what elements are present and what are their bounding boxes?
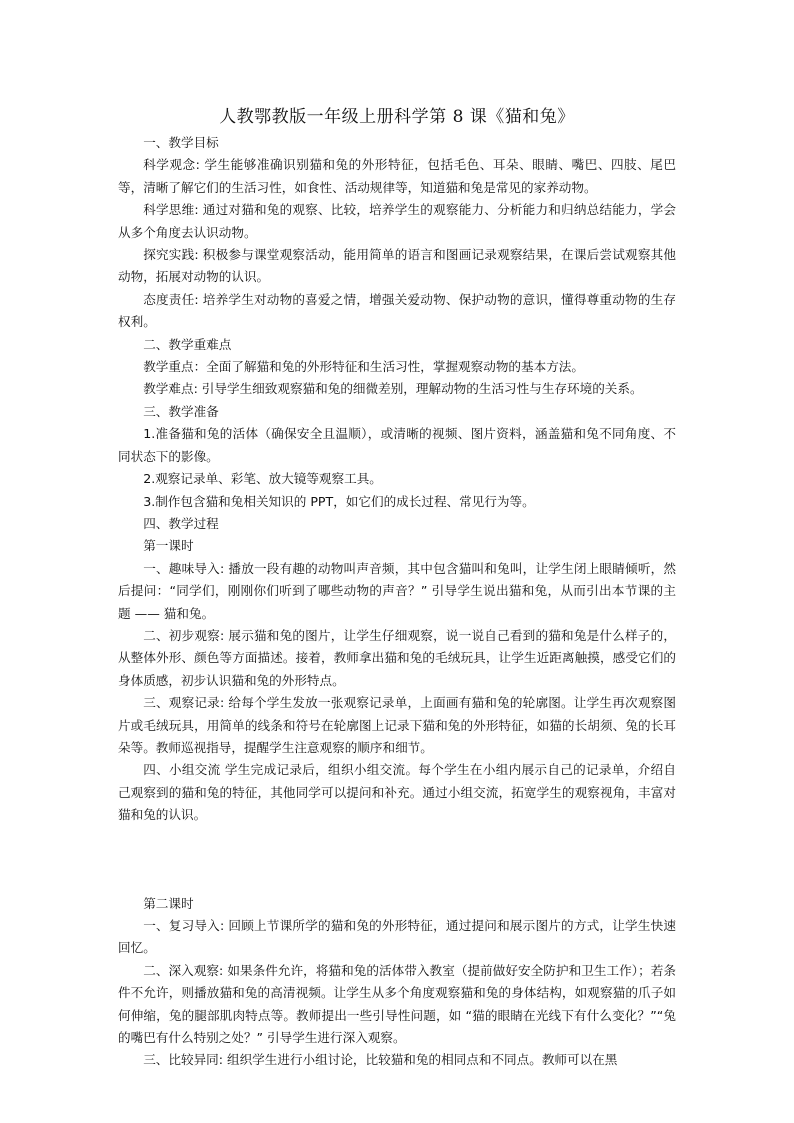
paragraph-attitude-responsibility: 态度责任: 培养学生对动物的喜爱之情，增强关爱动物、保护动物的意识，懂得尊重动物的生存权利。 [118, 291, 676, 330]
paragraph-lesson2-review: 一、复习导入: 回顾上节课所学的猫和兔的外形特征，通过提问和展示图片的方式，让学生快速回忆。 [118, 918, 676, 956]
paragraph-lesson2-compare: 三、比较异同: 组织学生进行小组讨论，比较猫和兔的相同点和不同点。教师可以在黑 [143, 1052, 618, 1068]
heading-teaching-preparation: 三、教学准备 [143, 403, 219, 419]
section-gap [118, 827, 676, 893]
paragraph-prep-item-2: 2.观察记录单、彩笔、放大镜等观察工具。 [143, 471, 382, 487]
heading-lesson-2: 第二课时 [143, 895, 194, 911]
heading-lesson-1: 第一课时 [143, 538, 194, 554]
paragraph-prep-item-1: 1.准备猫和兔的活体（确保安全且温顺），或清晰的视频、图片资料，涵盖猫和兔不同角度、不同状态下的影像。 [118, 426, 676, 464]
document-title: 人教鄂教版一年级上册科学第 8 课《猫和兔》 [219, 107, 575, 127]
document-page [118, 104, 676, 1072]
paragraph-prep-item-3: 3.制作包含猫和兔相关知识的 PPT，如它们的成长过程、常见行为等。 [143, 493, 535, 509]
heading-teaching-process: 四、教学过程 [143, 515, 219, 531]
paragraph-difficult-points: 教学难点: 引导学生细致观察猫和兔的细微差别，理解动物的生活习性与生存环境的关系。 [143, 381, 643, 397]
heading-teaching-objectives: 一、教学目标 [143, 135, 219, 150]
section-part2 [118, 893, 676, 1072]
paragraph-lesson1-observe: 二、初步观察: 展示猫和兔的图片，让学生仔细观察，说一说自己看到的猫和兔是什么样子的，从整体外形、颜色等方面描述。接着，教师拿出猫和兔的毛绒玩具，让学生近距离触摸，感受它们的身体质感，初步认识猫和兔的外形特点。 [118, 627, 676, 688]
paragraph-science-concept: 科学观念: 学生能够准确识别猫和兔的外形特征，包括毛色、耳朵、眼睛、嘴巴、四肢、尾巴等，清晰了解它们的生活习性，如食性、活动规律等，知道猫和兔是常见的家养动物。 [118, 157, 676, 195]
paragraph-lesson1-record: 三、观察记录: 给每个学生发放一张观察记录单，上面画有猫和兔的轮廓图。让学生再次观察图片或毛绒玩具，用简单的线条和符号在轮廓图上记录下猫和兔的外形特征，如猫的长胡须、兔的长耳朵等。教师巡视指导，提醒学生注意观察的顺序和细节。 [118, 695, 676, 755]
paragraph-science-thinking: 科学思维: 通过对猫和兔的观察、比较，培养学生的观察能力、分析能力和归纳总结能力，学会从多个角度去认识动物。 [118, 202, 676, 240]
paragraph-lesson2-deep-observe: 二、深入观察: 如果条件允许，将猫和兔的活体带入教室（提前做好安全防护和卫生工作）；若条件不允许，则播放猫和兔的高清视频。让学生从多个角度观察猫和兔的身体结构，如观察猫的爪子如何伸缩，兔的腿部肌肉特点等。教师提出一些引导性问题，如 “猫的眼睛在光线下有什么变化？”“兔的嘴巴有什么特别之处？” 引导学生进行深入观察。 [118, 962, 676, 1046]
paragraph-lesson1-intro: 一、趣味导入: 播放一段有趣的动物叫声音频，其中包含猫叫和兔叫，让学生闭上眼睛倾听，然后提问：“同学们，刚刚你们听到了哪些动物的声音？” 引导学生说出猫和兔，从而引出本节课的主题 —— 猫和兔。 [118, 560, 676, 621]
paragraph-inquiry-practice: 探究实践: 积极参与课堂观察活动，能用简单的语言和图画记录观察结果，在课后尝试观察其他动物，拓展对动物的认识。 [118, 247, 676, 285]
heading-key-difficulties: 二、教学重难点 [143, 336, 232, 352]
paragraph-key-points: 教学重点：全面了解猫和兔的外形特征和生活习性，掌握观察动物的基本方法。 [143, 359, 584, 375]
section-part1 [118, 132, 676, 827]
paragraph-lesson1-exchange: 四、小组交流 学生完成记录后，组织小组交流。每个学生在小组内展示自己的记录单，介绍自己观察到的猫和兔的特征，其他同学可以提问和补充。通过小组交流，拓宽学生的观察视角，丰富对猫和兔的认识。 [118, 762, 676, 823]
